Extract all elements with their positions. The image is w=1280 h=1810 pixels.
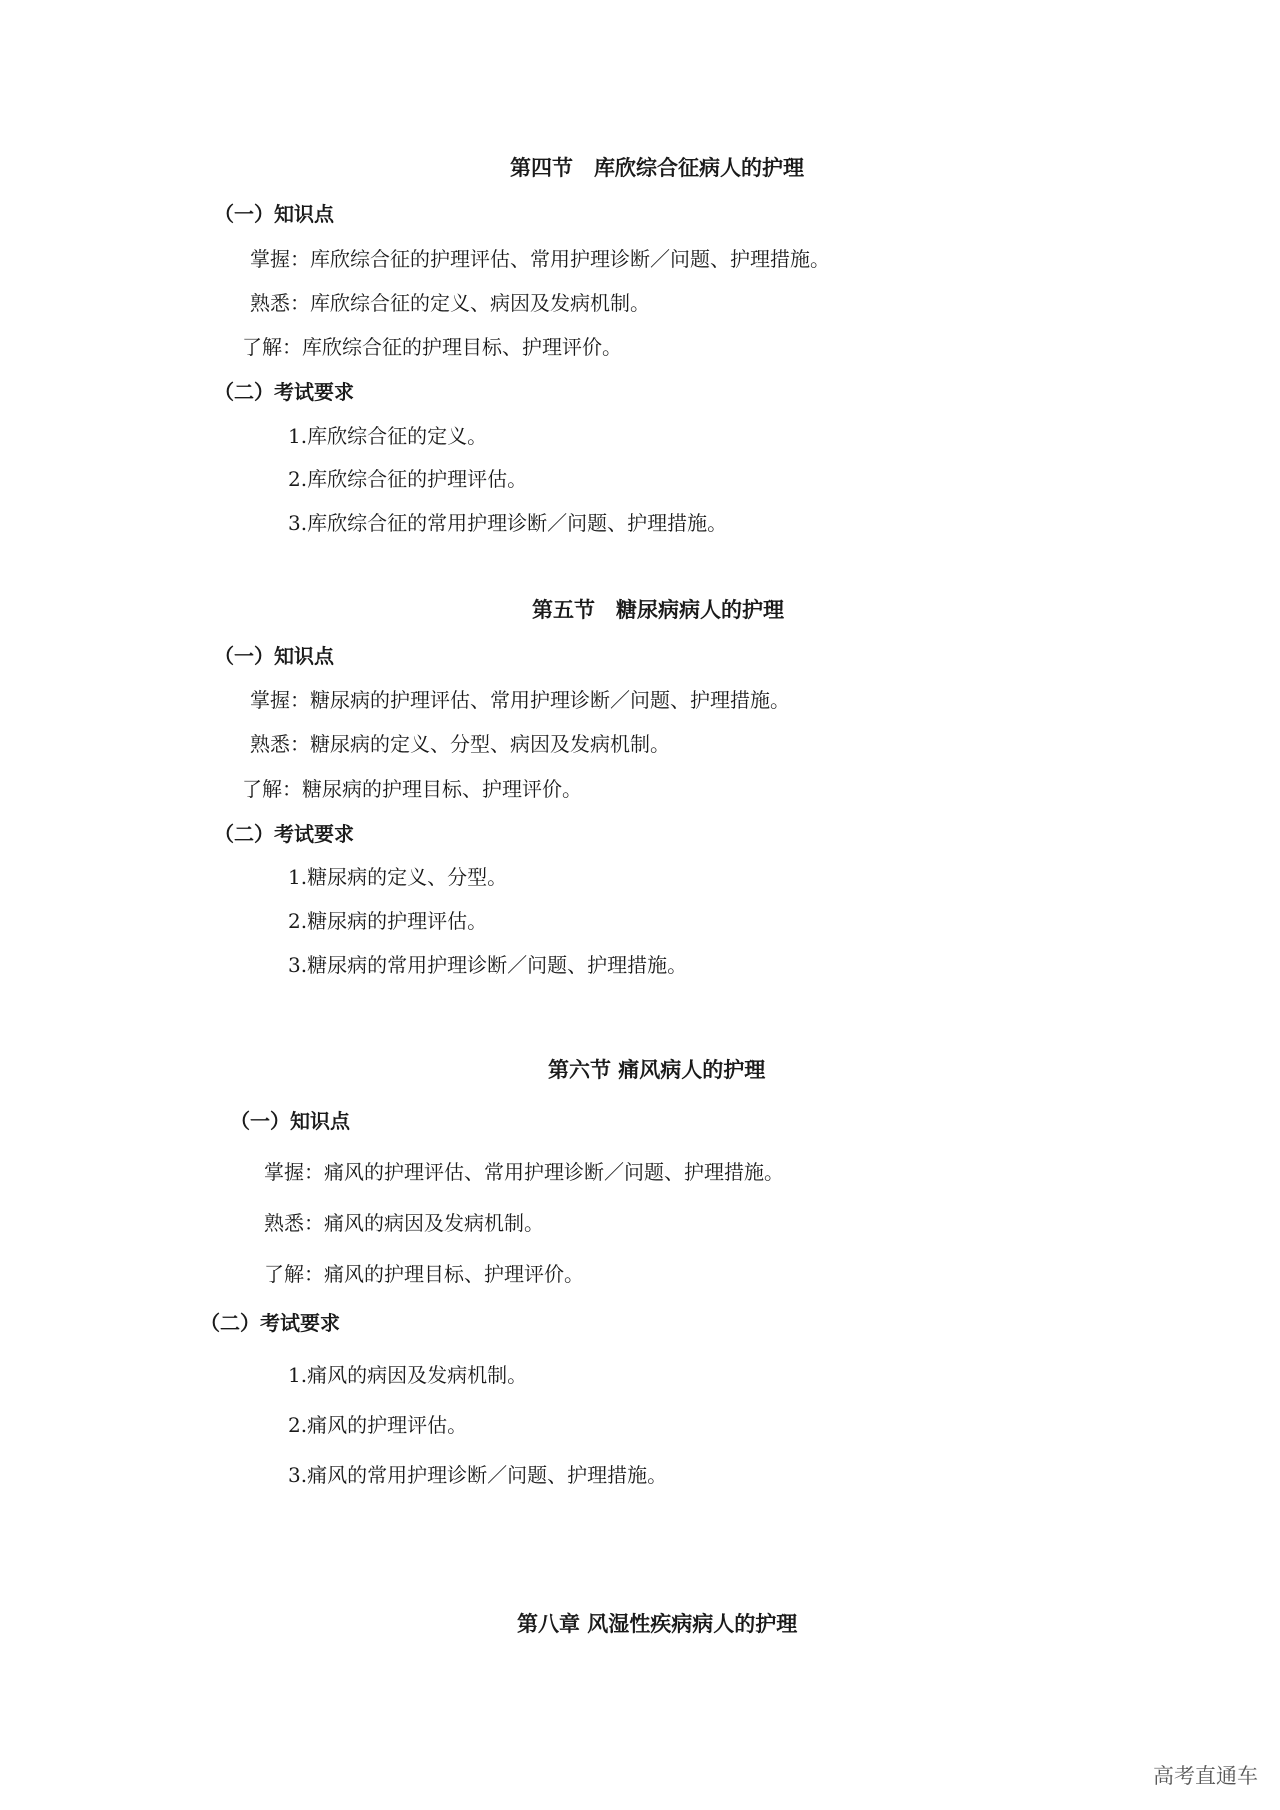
section-5-title: 第五节 糖尿病病人的护理 bbox=[532, 597, 784, 622]
section-6-familiar: 熟悉：痛风的病因及发病机制。 bbox=[264, 1211, 544, 1235]
section-4-exam-heading: （二）考试要求 bbox=[214, 380, 354, 404]
section-4-knowledge-heading: （一）知识点 bbox=[214, 202, 334, 226]
section-5-exam-item-3: 3.糖尿病的常用护理诊断／问题、护理措施。 bbox=[288, 953, 688, 977]
section-6-exam-item-1: 1.痛风的病因及发病机制。 bbox=[288, 1363, 528, 1387]
section-4-exam-item-1: 1.库欣综合征的定义。 bbox=[288, 424, 488, 448]
chapter-8-title: 第八章 风湿性疾病病人的护理 bbox=[517, 1611, 798, 1636]
section-6-exam-item-2: 2.痛风的护理评估。 bbox=[288, 1413, 468, 1437]
section-4-familiar: 熟悉：库欣综合征的定义、病因及发病机制。 bbox=[250, 291, 650, 315]
section-4-master: 掌握：库欣综合征的护理评估、常用护理诊断／问题、护理措施。 bbox=[250, 247, 830, 271]
section-5-exam-item-1: 1.糖尿病的定义、分型。 bbox=[288, 865, 508, 889]
section-5-knowledge-heading: （一）知识点 bbox=[214, 644, 334, 668]
section-4-exam-item-3: 3.库欣综合征的常用护理诊断／问题、护理措施。 bbox=[288, 511, 728, 535]
section-4-understand: 了解：库欣综合征的护理目标、护理评价。 bbox=[242, 335, 622, 359]
section-6-understand: 了解：痛风的护理目标、护理评价。 bbox=[264, 1262, 584, 1286]
section-6-knowledge-heading: （一）知识点 bbox=[230, 1109, 350, 1133]
section-5-exam-heading: （二）考试要求 bbox=[214, 822, 354, 846]
section-6-exam-heading: （二）考试要求 bbox=[200, 1311, 340, 1335]
watermark: 高考直通车 bbox=[1153, 1764, 1258, 1788]
section-5-familiar: 熟悉：糖尿病的定义、分型、病因及发病机制。 bbox=[250, 732, 670, 756]
section-5-master: 掌握：糖尿病的护理评估、常用护理诊断／问题、护理措施。 bbox=[250, 688, 790, 712]
section-5-exam-item-2: 2.糖尿病的护理评估。 bbox=[288, 909, 488, 933]
section-6-master: 掌握：痛风的护理评估、常用护理诊断／问题、护理措施。 bbox=[264, 1160, 784, 1184]
section-6-title: 第六节 痛风病人的护理 bbox=[548, 1057, 766, 1082]
section-6-exam-item-3: 3.痛风的常用护理诊断／问题、护理措施。 bbox=[288, 1463, 668, 1487]
section-4-exam-item-2: 2.库欣综合征的护理评估。 bbox=[288, 467, 528, 491]
section-5-understand: 了解：糖尿病的护理目标、护理评价。 bbox=[242, 777, 582, 801]
section-4-title: 第四节 库欣综合征病人的护理 bbox=[510, 155, 804, 180]
